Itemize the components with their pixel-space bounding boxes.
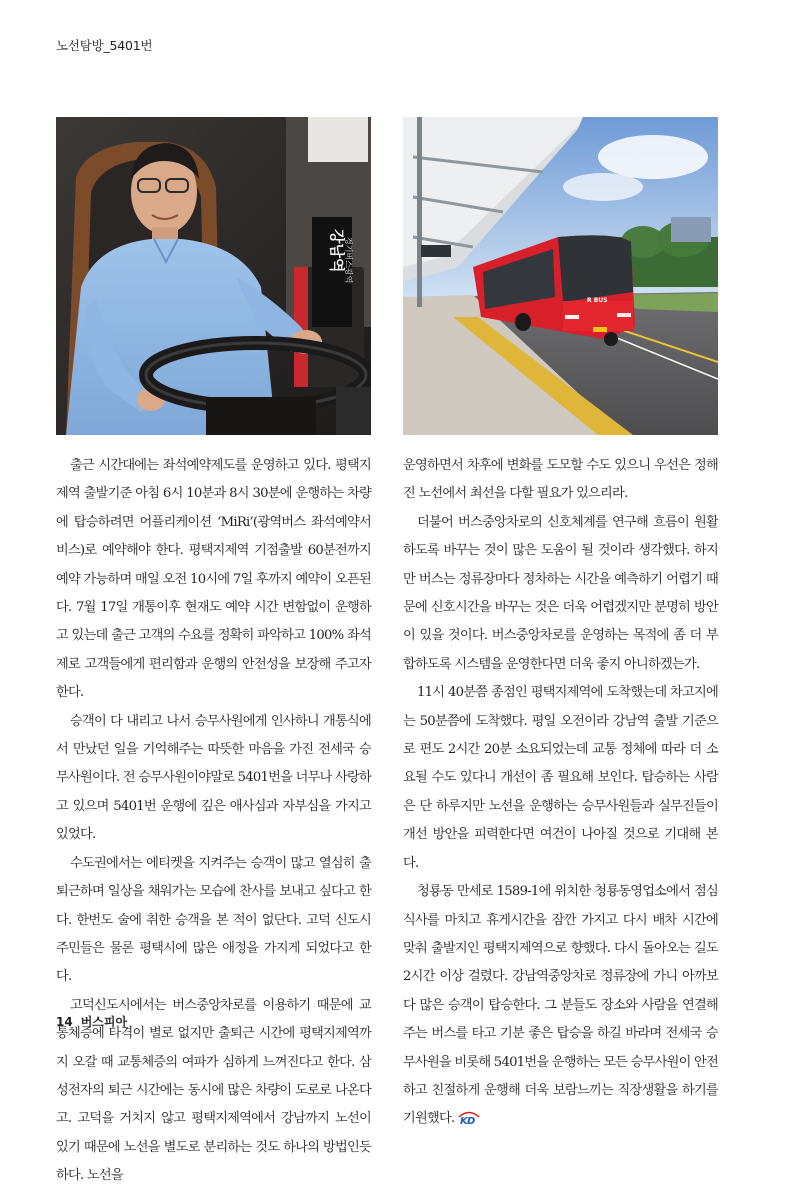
article-paragraph: 운영하면서 차후에 변화를 도모할 수도 있으니 우선은 정해진 노선에서 최선을 다할 필요가 있으리라. xyxy=(403,458,718,502)
driver-photo xyxy=(56,117,371,435)
article-paragraph-last xyxy=(403,878,718,1134)
article-paragraph: 출근 시간대에는 좌석예약제도를 운영하고 있다. 평택지제역 출발기준 아침 6시 10분과 8시 30분에 운행하는 차량에 탑승하려면 어플리케이션 ‘MiRi’(광역버스 좌석예약서비스)로 예약해야 한다. 평택지제역 기점출발 60분전까지 예약 가능하며 매일 오전 10시에 7일 후까지 예약이 오픈된다. 7월 17일 개통이후 현재도 예약 시간 변함없이 운행하고 있는데 출근 고객의 수요를 정확히 파악하고 100% 좌석제로 고객들에게 편리함과 운행의 안전성을 보장해 주고자 한다. xyxy=(56,458,371,701)
article-paragraph-text: 청룡동 만세로 1589-1에 위치한 청룡동영업소에서 점심식사를 마치고 휴게시간을 잠깐 가지고 다시 배차 시간에 맞춰 출발지인 평택지제역으로 향했다. 다시 돌아오는 길도 2시간 이상 걸렸다. 강남역중앙차로 정류장에 가니 아까보다 많은 승객이 탑승한다. 그 분들도 장소와 사람을 연결해주는 버스를 타고 기분 좋은 탑승을 하길 바라며 전세국 승무사원을 비롯해 5401번을 운행하는 모든 승무사원이 안전하고 친절하게 운행해 더욱 보람느끼는 직장생활을 하기를 기원했다. xyxy=(403,884,718,1127)
sign-text: 강남역 xyxy=(328,229,346,273)
article-paragraph: 수도권에서는 에티켓을 지켜주는 승객이 많고 열심히 출퇴근하며 일상을 채워가는 모습에 찬사를 보내고 싶다고 한다. 한번도 술에 취한 승객을 본 적이 없단다. 고덕 신도시 주민들은 물론 평택시에 많은 애정을 가지게 되었다고 한다. xyxy=(56,855,371,985)
article-paragraph: 더불어 버스중앙차로의 신호체계를 연구해 흐름이 원활하도록 바꾸는 것이 많은 도움이 될 것이라 생각했다. 하지만 버스는 정류장마다 정차하는 시간을 예측하기 어렵기 때문에 신호시간을 바꾸는 것은 더욱 어렵겠지만 분명히 방안이 있을 것이다. 버스중앙차로를 운영하는 목적에 좀 더 부합하도록 시스템을 운영한다면 더욱 좋지 아니하겠는가. xyxy=(403,514,718,672)
magazine-name: 버스피아 xyxy=(80,1015,128,1029)
page-number: 14 xyxy=(56,1015,73,1029)
article-paragraph: 승객이 다 내리고 나서 승무사원에게 인사하니 개통식에서 만났던 일을 기억해주는 따뜻한 마음을 가진 전세국 승무사원이다. 전 승무사원이야말로 5401번을 너무나 사랑하고 있으며 5401번 운행에 깊은 애사심과 자부심을 가지고 있었다. xyxy=(56,713,371,843)
article-column-left xyxy=(56,452,371,1191)
section-label: 노선탐방_5401번 xyxy=(56,38,153,53)
article-column-right xyxy=(403,452,718,1134)
sign-subtext: 경기버스광역 xyxy=(344,237,353,284)
kd-end-mark-logo xyxy=(457,1110,481,1125)
page-footer xyxy=(56,1013,135,1030)
bus-photo xyxy=(403,117,718,435)
kd-end-mark: KD xyxy=(460,1116,475,1126)
article-paragraph: 11시 40분쯤 종점인 평택지제역에 도착했는데 차고지에는 50분쯤에 도착했다. 평일 오전이라 강남역 출발 기준으로 편도 2시간 20분 소요되었는데 교통 정체에 따라 더 소요될 수도 있다니 개선이 좀 필요해 보인다. 탑승하는 사람은 단 하루지만 노선을 운행하는 승무사원들과 실무진들이 개선 방안을 피력한다면 여건이 나아질 것으로 기대해 본다. xyxy=(403,685,718,871)
bus-brand: R BUS xyxy=(587,297,608,304)
article-paragraph: 고덕신도시에서는 버스중앙차로를 이용하기 때문에 교통체증에 타격이 별로 없지만 출퇴근 시간에 평택지제역까지 오갈 때 교통체증의 여파가 심하게 느껴진다고 한다. 삼성전자의 퇴근 시간에는 동시에 많은 차량이 도로로 나온다고. 고덕을 거치지 않고 평택지제역에서 강남까지 노선이 있기 때문에 노선을 별도로 분리하는 것도 하나의 방법인듯 하다. 노선을 xyxy=(56,997,371,1184)
